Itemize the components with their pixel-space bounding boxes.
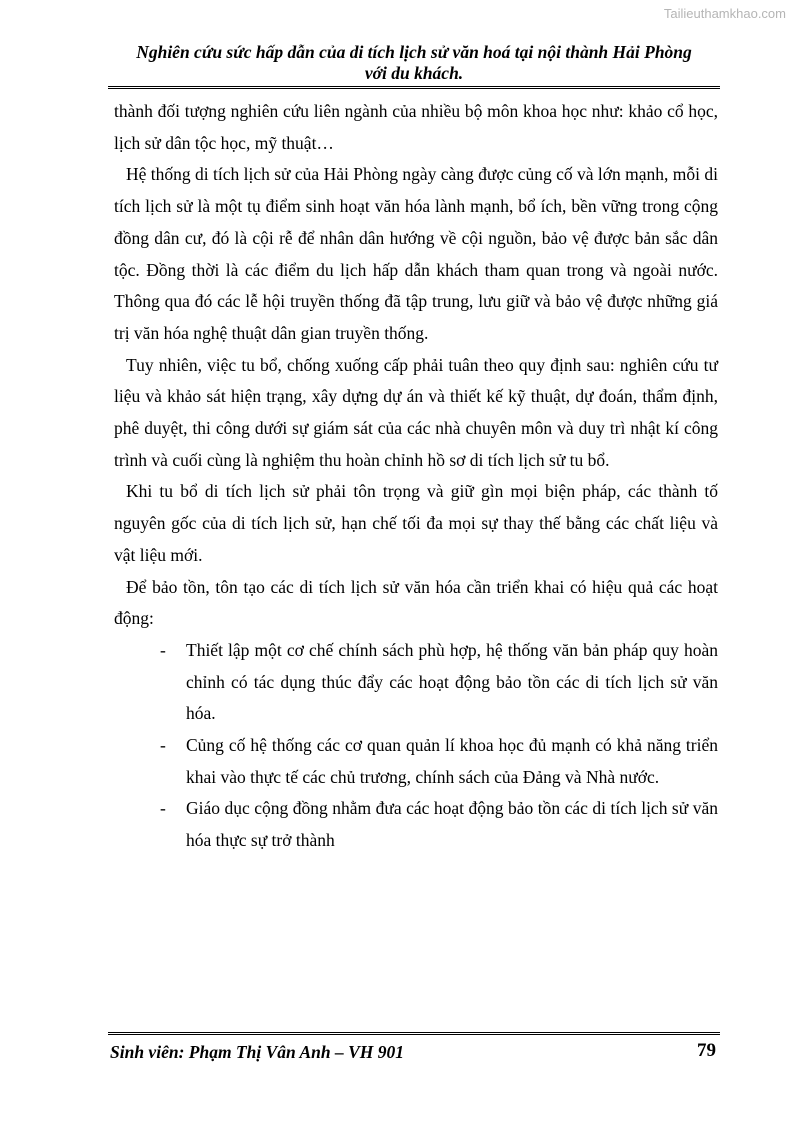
bullet-dash: -: [160, 639, 166, 660]
paragraph-2: Hệ thống di tích lịch sử của Hải Phòng ngày càng được củng cố và lớn mạnh, mỗi di tích lịch sử là một tụ điểm sinh hoạt văn hóa lành mạnh, bổ ích, bền vững trong cộng đồng dân cư, đó là cội rễ để nhân dân hướng về cội nguồn, bảo vệ được bản sắc dân tộc. Đồng thời là các điểm du lịch hấp dẫn khách tham quan trong và ngoài nước. Thông qua đó các lễ hội truyền thống đã tập trung, lưu giữ và bảo vệ được những giá trị văn hóa nghệ thuật dân gian truyền thống.: [114, 164, 719, 343]
list-item: [160, 793, 718, 856]
header-title-line-1: Nghiên cứu sức hấp dẫn của di tích lịch sử văn hoá tại nội thành Hải Phòng: [136, 42, 692, 62]
header-divider: [108, 86, 720, 89]
page-header: [108, 42, 720, 84]
bullet-dash: -: [160, 798, 166, 819]
paragraph-3: Tuy nhiên, việc tu bổ, chống xuống cấp phải tuân theo quy định sau: nghiên cứu tư liệu và khảo sát hiện trạng, xây dựng dự án và thiết kế kỹ thuật, dự đoán, thẩm định, phê duyệt, thi công dưới sự giám sát của các nhà chuyên môn và duy trì nhật kí công trình và cuối cùng là nghiệm thu hoàn chỉnh hồ sơ di tích lịch sử tu bổ.: [114, 354, 718, 470]
list-item-text: Giáo dục cộng đồng nhằm đưa các hoạt động bảo tồn các di tích lịch sử văn hóa thực sự trở thành: [186, 798, 718, 851]
list-item-text: Củng cố hệ thống các cơ quan quản lí khoa học đủ mạnh có khả năng triển khai vào thực tế các chủ trương, chính sách của Đảng và Nhà nước.: [186, 735, 718, 787]
activity-list: [114, 635, 718, 857]
list-item: [160, 730, 718, 793]
header-title-line-2: với du khách.: [364, 63, 464, 83]
list-item: [160, 635, 718, 730]
paragraph-5: Để bảo tồn, tôn tạo các di tích lịch sử văn hóa cần triển khai có hiệu quả các hoạt động:: [114, 576, 718, 629]
page-number: 79: [697, 1040, 716, 1061]
document-body: [114, 96, 718, 857]
watermark: Tailieuthamkhao.com: [663, 6, 786, 21]
list-item-text: Thiết lập một cơ chế chính sách phù hợp, hệ thống văn bản pháp quy hoàn chỉnh có tác dụng thúc đẩy các hoạt động bảo tồn các di tích lịch sử văn hóa.: [186, 639, 718, 724]
paragraph-4: Khi tu bổ di tích lịch sử phải tôn trọng và giữ gìn mọi biện pháp, các thành tố nguyên gốc của di tích lịch sử, hạn chế tối đa mọi sự thay thế bằng các chất liệu và vật liệu mới.: [114, 481, 718, 565]
paragraph-1: thành đối tượng nghiên cứu liên ngành của nhiều bộ môn khoa học như: khảo cổ học, lịch sử dân tộc học, mỹ thuật…: [114, 101, 718, 153]
bullet-dash: -: [160, 735, 166, 756]
footer-divider: [108, 1032, 720, 1035]
footer-student: Sinh viên: Phạm Thị Vân Anh – VH 901: [110, 1042, 405, 1062]
